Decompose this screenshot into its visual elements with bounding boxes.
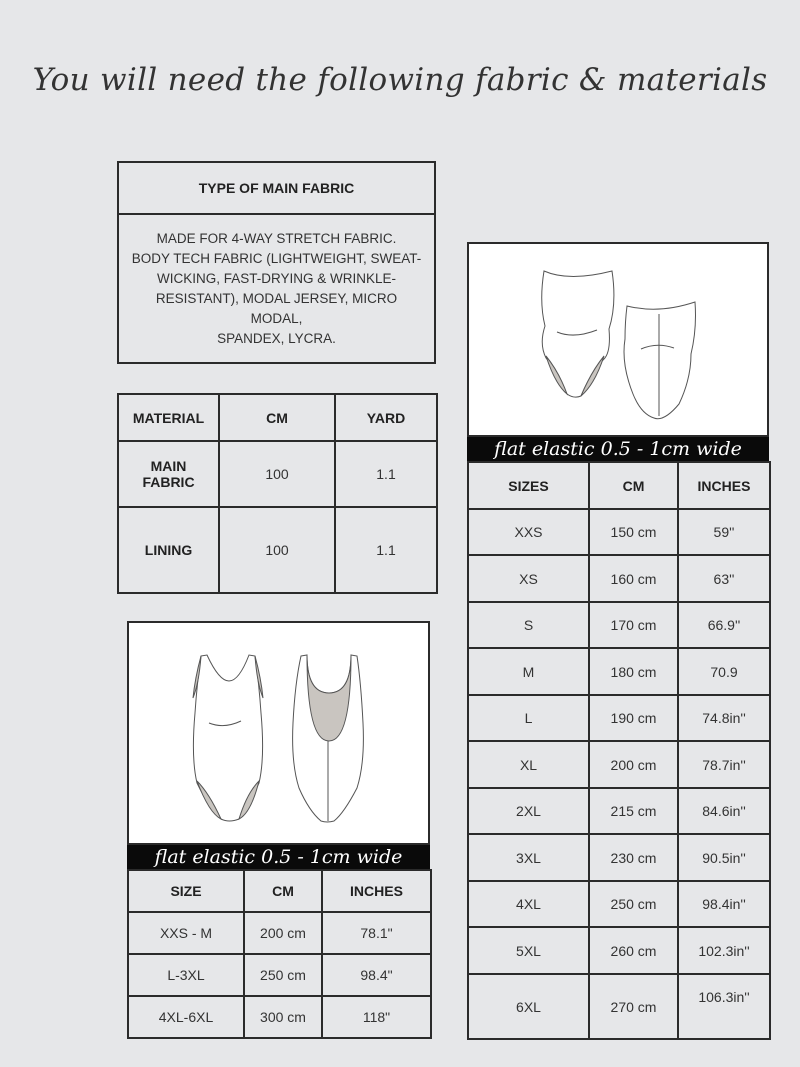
- cm-cell: 200 cm: [589, 741, 678, 788]
- cm-cell: 250 cm: [244, 954, 322, 996]
- fabric-type-table: [117, 161, 436, 364]
- material-yard: 1.1: [335, 441, 437, 507]
- material-yard: 1.1: [335, 507, 437, 593]
- swimsuit-front: [542, 271, 614, 397]
- table-row: [128, 954, 431, 996]
- cm-cell: 190 cm: [589, 695, 678, 741]
- cm-cell: 215 cm: [589, 788, 678, 834]
- size-cell: XXS - M: [128, 912, 244, 954]
- fabric-line: WICKING, FAST-DRYING & WRINKLE-: [156, 270, 397, 286]
- tank-swimsuit-illustration: [127, 621, 430, 845]
- size-cell: 5XL: [468, 927, 589, 974]
- inches-cell: 98.4": [322, 954, 431, 996]
- size-cell: 4XL: [468, 881, 589, 927]
- inches-cell: 66.9'': [678, 602, 770, 648]
- size-cell: L: [468, 695, 589, 741]
- elastic-header-inches: INCHES: [678, 462, 770, 509]
- cm-cell: 300 cm: [244, 996, 322, 1038]
- cm-cell: 270 cm: [589, 974, 678, 1039]
- material-name-line: MAIN: [150, 458, 187, 474]
- table-row: [468, 602, 770, 648]
- materials-header-material: MATERIAL: [118, 394, 219, 441]
- cm-cell: 200 cm: [244, 912, 322, 954]
- fabric-line: RESISTANT), MODAL JERSEY, MICRO MODAL,: [155, 290, 398, 326]
- size-cell: XXS: [468, 509, 589, 555]
- fabric-line: BODY TECH FABRIC (LIGHTWEIGHT, SWEAT-: [131, 250, 422, 266]
- size-cell: M: [468, 648, 589, 695]
- swimsuit-drawing: [129, 623, 428, 843]
- elastic-header-cm: CM: [244, 870, 322, 912]
- materials-table: [117, 393, 438, 594]
- inches-cell: 78.7in'': [678, 741, 770, 788]
- elastic-banner-text: flat elastic 0.5 - 1cm wide: [154, 846, 403, 868]
- table-row: [468, 695, 770, 741]
- table-row: [468, 788, 770, 834]
- page-title: You will need the following fabric & materials: [32, 62, 768, 98]
- inches-cell: 70.9: [678, 648, 770, 695]
- fabric-line: MADE FOR 4-WAY STRETCH FABRIC.: [156, 230, 397, 246]
- inches-cell: 98.4in'': [678, 881, 770, 927]
- cm-cell: 180 cm: [589, 648, 678, 695]
- material-name-line: FABRIC: [142, 474, 195, 490]
- table-row: [468, 927, 770, 974]
- cm-cell: 260 cm: [589, 927, 678, 974]
- table-row: [468, 648, 770, 695]
- material-name: LINING: [118, 507, 219, 593]
- table-row: [468, 881, 770, 927]
- cm-cell: 250 cm: [589, 881, 678, 927]
- table-row: [468, 834, 770, 881]
- swimsuit-front: [193, 655, 263, 821]
- cm-cell: 230 cm: [589, 834, 678, 881]
- table-row: [468, 741, 770, 788]
- cm-cell: 160 cm: [589, 555, 678, 602]
- elastic-header-sizes: SIZES: [468, 462, 589, 509]
- size-cell: 6XL: [468, 974, 589, 1039]
- table-row: [468, 974, 770, 1039]
- table-row: [128, 912, 431, 954]
- inches-cell: 84.6in'': [678, 788, 770, 834]
- materials-header-yard: YARD: [335, 394, 437, 441]
- fabric-description: [118, 214, 435, 363]
- materials-header-cm: CM: [219, 394, 335, 441]
- elastic-header-cm: CM: [589, 462, 678, 509]
- cm-cell: 150 cm: [589, 509, 678, 555]
- size-cell: 2XL: [468, 788, 589, 834]
- inches-cell: 78.1": [322, 912, 431, 954]
- elastic-banner-left: [127, 845, 430, 870]
- inches-cell: 59'': [678, 509, 770, 555]
- inches-cell: 102.3in'': [678, 927, 770, 974]
- table-row: [468, 555, 770, 602]
- table-row: [118, 507, 437, 593]
- elastic-banner-text: flat elastic 0.5 - 1cm wide: [494, 438, 742, 460]
- elastic-header-inches: INCHES: [322, 870, 431, 912]
- inches-cell: 63'': [678, 555, 770, 602]
- size-cell: S: [468, 602, 589, 648]
- cm-cell: 170 cm: [589, 602, 678, 648]
- material-cm: 100: [219, 441, 335, 507]
- fabric-line: SPANDEX, LYCRA.: [217, 330, 336, 346]
- size-cell: 4XL-6XL: [128, 996, 244, 1038]
- material-cm: 100: [219, 507, 335, 593]
- size-cell: 3XL: [468, 834, 589, 881]
- swimsuit-back: [293, 655, 364, 822]
- table-row: [468, 509, 770, 555]
- swimsuit-back: [624, 302, 696, 419]
- size-cell: XL: [468, 741, 589, 788]
- table-row: [118, 441, 437, 507]
- elastic-table-right: [467, 461, 771, 1040]
- elastic-header-size: SIZE: [128, 870, 244, 912]
- inches-cell: 90.5in'': [678, 834, 770, 881]
- material-name: [118, 441, 219, 507]
- size-cell: XS: [468, 555, 589, 602]
- size-cell: L-3XL: [128, 954, 244, 996]
- table-row: [128, 996, 431, 1038]
- inches-cell: 106.3in'': [678, 974, 770, 1039]
- elastic-table-left: [127, 869, 432, 1039]
- inches-cell: 118": [322, 996, 431, 1038]
- elastic-banner-right: [467, 437, 769, 462]
- inches-cell: 74.8in'': [678, 695, 770, 741]
- swimsuit-drawing: [469, 244, 767, 435]
- strapless-swimsuit-illustration: [467, 242, 769, 437]
- fabric-type-header: TYPE OF MAIN FABRIC: [118, 162, 435, 214]
